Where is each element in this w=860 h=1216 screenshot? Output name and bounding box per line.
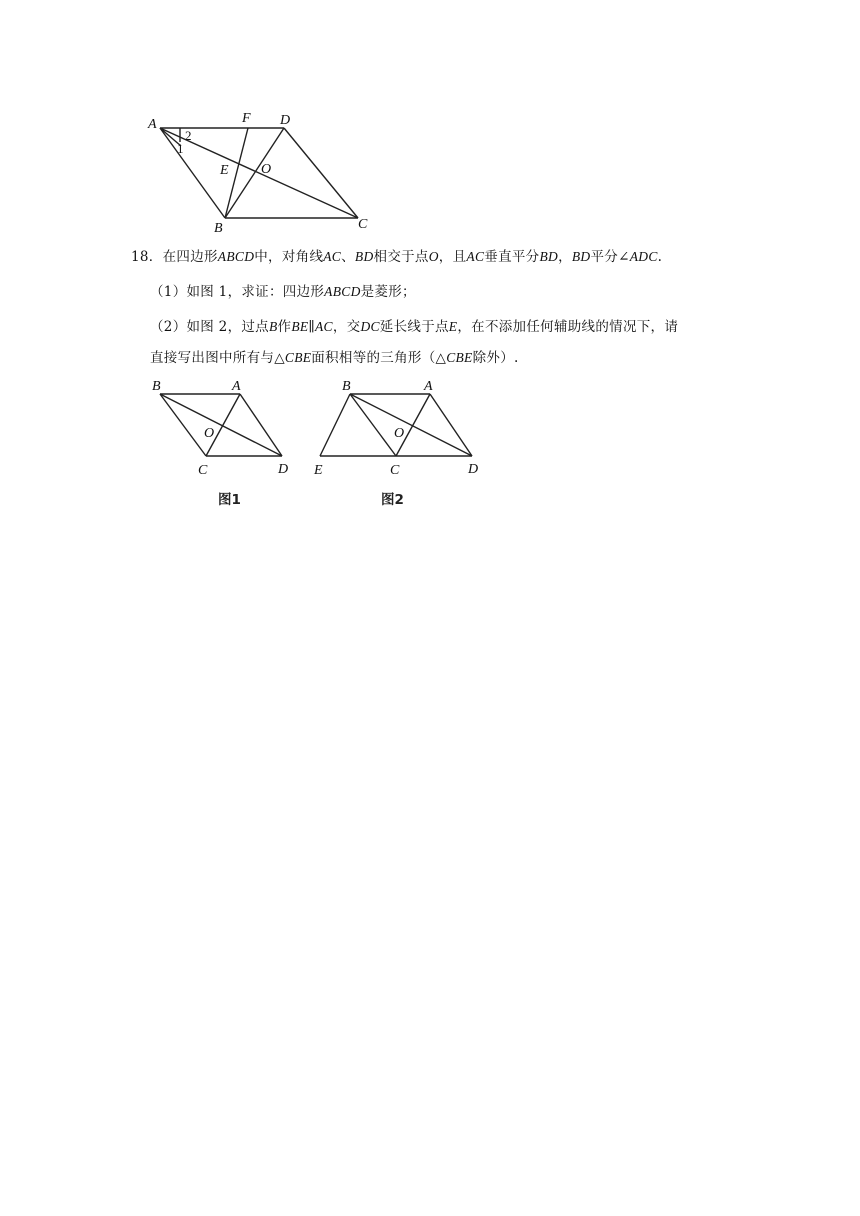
top-geometry-figure bbox=[140, 106, 380, 236]
question-stem bbox=[131, 247, 662, 267]
stem-var: AC bbox=[323, 249, 342, 264]
part2-text: 作 bbox=[277, 319, 292, 335]
part2-var: E bbox=[448, 319, 458, 334]
fig1-label-a: A bbox=[232, 379, 241, 394]
part2-var: B bbox=[268, 319, 278, 334]
point-label-b: B bbox=[214, 221, 223, 236]
stem-var: AC bbox=[466, 249, 485, 264]
part2-var: CBE bbox=[284, 350, 312, 365]
fig1-label-b: B bbox=[152, 379, 161, 394]
fig2-label-e: E bbox=[314, 463, 323, 478]
part1-text: 是菱形； bbox=[360, 284, 416, 300]
stem-text: ，且 bbox=[438, 249, 467, 265]
part2-var: DC bbox=[360, 319, 380, 334]
figure-2-caption: 图2 bbox=[381, 492, 404, 508]
figure-2 bbox=[306, 376, 496, 480]
part2-text: （2）如图 2，过点 bbox=[150, 319, 269, 335]
point-label-f: F bbox=[242, 111, 251, 126]
stem-var: ABCD bbox=[217, 249, 255, 264]
figure-1 bbox=[146, 376, 306, 480]
figure-1-lines bbox=[160, 394, 282, 456]
part2-text: 延长线于点 bbox=[379, 319, 449, 335]
stem-text: . bbox=[657, 249, 663, 265]
angle-label-2: 2 bbox=[185, 128, 192, 143]
fig2-label-d: D bbox=[468, 462, 479, 477]
point-label-o: O bbox=[261, 162, 272, 177]
fig2-label-c: C bbox=[390, 463, 400, 478]
fig2-label-b: B bbox=[342, 379, 351, 394]
fig2-label-a: A bbox=[424, 379, 433, 394]
part2-var: CBE bbox=[446, 350, 473, 365]
stem-var: BD bbox=[571, 249, 591, 264]
part2-text: 除外）. bbox=[472, 350, 519, 366]
part1-var: ABCD bbox=[324, 284, 361, 299]
part2-text: ，在不添加任何辅助线的情况下，请 bbox=[457, 319, 679, 335]
stem-var: BD bbox=[354, 249, 374, 264]
figure-2-lines bbox=[320, 394, 472, 456]
question-part-2-continued bbox=[150, 348, 519, 368]
part2-text: ，交 bbox=[332, 319, 361, 335]
angle-label-1: 1 bbox=[177, 141, 184, 156]
fig1-label-d: D bbox=[278, 462, 289, 477]
fig2-label-o: O bbox=[394, 426, 405, 441]
point-label-e: E bbox=[220, 163, 229, 178]
stem-var: ADC bbox=[629, 249, 658, 264]
fig1-label-c: C bbox=[198, 463, 208, 478]
stem-text: 在四边形 bbox=[162, 249, 218, 265]
question-number: 18． bbox=[131, 249, 163, 265]
part1-text: （1）如图 1，求证：四边形 bbox=[150, 284, 325, 300]
part2-var: BE∥AC bbox=[291, 319, 333, 334]
point-label-c: C bbox=[358, 217, 368, 232]
stem-text: 垂直平分 bbox=[484, 249, 540, 265]
stem-text: ， bbox=[558, 249, 572, 265]
stem-text: 平分∠ bbox=[590, 249, 630, 265]
stem-text: 中，对角线 bbox=[254, 249, 324, 265]
stem-text: 、 bbox=[341, 249, 355, 265]
point-label-a: A bbox=[148, 117, 157, 132]
question-part-2 bbox=[150, 317, 678, 337]
stem-var: BD bbox=[539, 249, 559, 264]
question-part-1 bbox=[150, 282, 416, 302]
fig1-label-o: O bbox=[204, 426, 215, 441]
part2-text: 面积相等的三角形（△ bbox=[311, 350, 447, 366]
point-label-d: D bbox=[280, 113, 291, 128]
figure-1-caption: 图1 bbox=[218, 492, 241, 508]
part2-text: 直接写出图中所有与△ bbox=[150, 350, 285, 366]
stem-text: 相交于点 bbox=[373, 249, 429, 265]
stem-var: O bbox=[428, 249, 439, 264]
